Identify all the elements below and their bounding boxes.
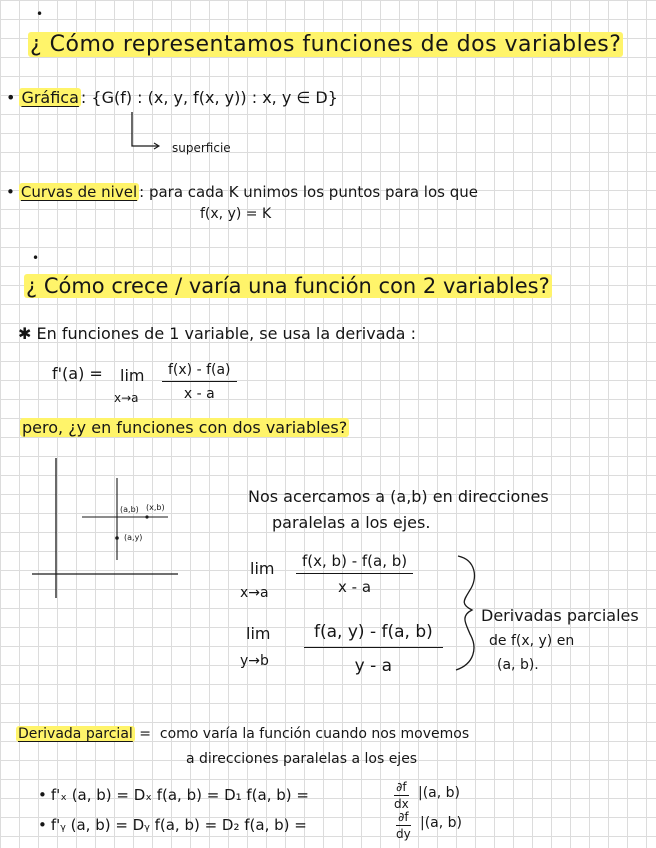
- partial-y-evaluation: |(a, b): [420, 815, 463, 831]
- diagram-label-xb: (x,b): [146, 503, 165, 512]
- inverted-question-dot: •: [36, 7, 44, 21]
- derivative-lim: lim: [120, 366, 145, 385]
- limit2-word: lim: [246, 624, 271, 643]
- limit2-fraction: [304, 622, 443, 676]
- section2-title: ¿ Cómo crece / varía una función con 2 variables?: [26, 274, 550, 298]
- superficie-arrow: [132, 112, 158, 146]
- section1-title: ¿ Cómo representamos funciones de dos variables?: [30, 32, 622, 57]
- partial-y-fraction: [396, 810, 411, 841]
- derivative-denominator: x - a: [183, 386, 215, 402]
- limit2-sub: y→b: [240, 653, 269, 669]
- curvas-equation: f(x, y) = K: [200, 206, 272, 222]
- limit1-denominator: x - a: [338, 578, 372, 596]
- limit1-fraction: [296, 552, 413, 596]
- brace-text-3: (a, b).: [497, 657, 539, 673]
- partial-x-fraction: [394, 780, 409, 811]
- curvas-line: • Curvas de nivel : para cada K unimos los puntos para los que: [6, 185, 478, 200]
- partial-x-evaluation: |(a, b): [418, 785, 461, 801]
- inverted-question-dot-2: •: [32, 251, 40, 265]
- limit1-sub: x→a: [240, 585, 269, 601]
- limit2-denominator: y - a: [354, 656, 393, 676]
- derivative-lhs: f'(a) =: [52, 364, 103, 383]
- partial-y-row: • f'ᵧ (a, b) = Dᵧ f(a, b) = D₂ f(a, b) =: [38, 818, 307, 833]
- grafica-line: • Gráfica : {G(f) : (x, y, f(x, y)) : x, y ∈ D}: [6, 90, 338, 106]
- brace-text-2: de f(x, y) en: [489, 633, 575, 649]
- partial-derivative-definition: Derivada parcial = como varía la función cuando nos movemos: [18, 726, 470, 742]
- diagram-label-ay: (a,y): [124, 533, 143, 542]
- partial-x-denominator: dx: [394, 797, 409, 811]
- limit1-numerator: f(x, b) - f(a, b): [296, 552, 413, 574]
- one-variable-note: ✱ En funciones de 1 variable, se usa la derivada :: [18, 324, 416, 343]
- right-brace: [456, 556, 474, 670]
- partial-derivative-definition-2: a direcciones paralelas a los ejes: [186, 751, 418, 767]
- approach-text-1: Nos acercamos a (a,b) en direcciones: [248, 487, 549, 506]
- partial-x-numerator: ∂f: [396, 780, 407, 794]
- partial-x-row: • f'ₓ (a, b) = Dₓ f(a, b) = D₁ f(a, b) =: [38, 788, 309, 803]
- derivative-lim-sub: x→a: [114, 391, 139, 405]
- point-xb: [145, 515, 148, 518]
- derivative-numerator: f(x) - f(a): [162, 362, 237, 382]
- approach-text-2: paralelas a los ejes.: [272, 513, 431, 532]
- partial-y-denominator: dy: [396, 827, 411, 841]
- limit2-numerator: f(a, y) - f(a, b): [304, 622, 443, 648]
- diagram-label-ab: (a,b): [120, 505, 139, 514]
- two-variable-question: pero, ¿y en funciones con dos variables?: [22, 418, 348, 437]
- partial-y-numerator: ∂f: [398, 810, 409, 824]
- superficie-label: superficie: [172, 141, 231, 155]
- brace-text-1: Derivadas parciales: [481, 606, 639, 625]
- point-ay: [115, 536, 119, 540]
- limit1-word: lim: [250, 559, 275, 578]
